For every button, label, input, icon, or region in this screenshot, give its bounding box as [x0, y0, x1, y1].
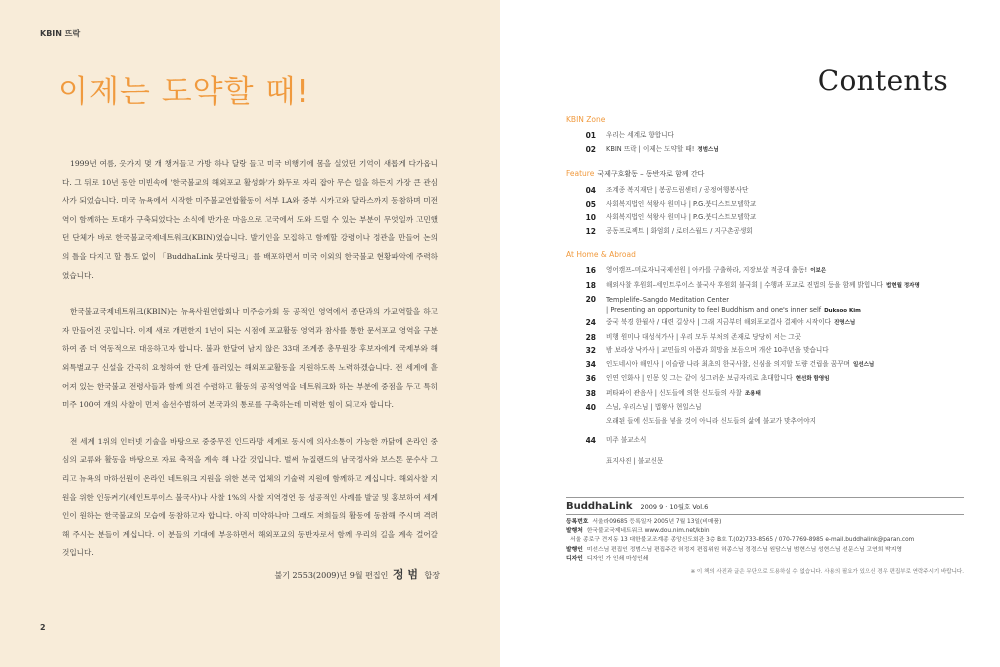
toc-section-feature	[566, 169, 960, 238]
paragraph: 한국불교국제네트워크(KBIN)는 뉴욕사원연합회나 미주승가회 등 공적인 영역에서 종단과의 가교역할을 하고자 만들어진 곳입니다. 이제 새로 개편한지 1년이 되는 시점에 포교활동 영역과 참사를 통한 문서포교 영역을 구분하여 좀 더 역동적으로 대응하고자 합니다. 불과 한달여 남지 않은 33대 조계종 총무원장 후보자에게 국제부와 해외특별교구 신설을 간곡히 요청하여 한 단계 플러있는 해외포교활동을 지원하도록 노력하겠습니다. 전 세계에 흩어져 있는 한국불교 전령사들과 함께 의견 수렴하고 활동의 공적영역을 네트워크화 하는 부분에 중점을 두고 특히 미주 100여 개의 사찰이 먼저 솔선수범하여 본국과의 통로를 구축하는데 미력한 힘이 되고자 합니다.	[62, 307, 438, 410]
toc-page-number: 32	[585, 346, 596, 355]
signature	[270, 566, 440, 582]
toc-entry[interactable]	[566, 434, 960, 448]
toc-author: 정범스님	[697, 146, 719, 153]
toc-entry-title	[606, 387, 960, 402]
colophon-value: 서울 종로구 견지동 13 대한불교조계종 종앙신도회관 3층 B호 T.(02)733-8565 / 070-7769-8985 e-mail.buddhalink@paran.com	[570, 537, 915, 544]
toc-entry-title	[606, 143, 960, 158]
colophon-header	[566, 497, 964, 515]
colophon-value: 디자인 가 인쇄 마성인쇄	[586, 555, 649, 562]
colophon-label: 디자인	[566, 555, 583, 562]
toc-entry[interactable]	[566, 264, 960, 279]
toc-page-number: 28	[585, 332, 596, 342]
toc-entry[interactable]	[566, 387, 960, 402]
colophon-label: 등록번호	[566, 519, 589, 525]
toc-entry-title: 비행 원미나 대성석가사 | 우리 모두 부처의 존재로 당당히 서는 그곳	[606, 332, 802, 341]
toc-entry[interactable]	[566, 372, 960, 387]
toc-heading	[566, 250, 960, 259]
toc-entry-title: 공동프로젝트 | 화엄회 / 로터스월드 / 지구촌공생회	[606, 226, 753, 235]
toc-page-number: 34	[585, 359, 596, 369]
toc-entry-title: 사회복지법인 석왕사 원미나 | P.G.붓디스트모델학교	[606, 213, 757, 221]
toc-page-number: 16	[585, 266, 596, 275]
toc-heading-label: At Home & Abroad	[566, 250, 636, 259]
toc-entry-text: 해외사찰 후원회–세인트루이스 불국사 후원회 불국회 | 수행과 포교로 진법의 등을 함께 밝힙니다	[606, 280, 883, 289]
toc-author: 조용태	[744, 390, 761, 397]
toc-entry[interactable]	[566, 331, 960, 345]
page-title: 이제는 도약할 때!	[58, 74, 310, 110]
toc-entry-text: 영어캠프–미로자니국제선원 | 아카를 구출하라, 지장보살 적공대 출동!	[606, 266, 808, 274]
signature-suffix: 합장	[424, 571, 440, 580]
toc-page-number: 40	[585, 403, 596, 412]
toc-page-number: 05	[585, 199, 596, 209]
toc-page-number: 44	[585, 435, 596, 445]
toc-author: 현선화 함영임	[795, 376, 830, 382]
toc-section-kbin-zone	[566, 115, 960, 157]
toc-heading-subtitle: 국제구호활동 – 동반자로 함께 간다	[597, 170, 705, 178]
toc-author: 법현월 정자명	[886, 282, 920, 289]
toc-entry-title: 조계종 복지재단 | 봉공드림센터 / 공정여행봉사단	[606, 186, 749, 194]
toc-entry-text: 중국 북경 한월사 / 대련 길상사 | 그래 지금부터 해외포교결사 결제야 시작이다	[606, 318, 831, 326]
toc-entry[interactable]	[566, 358, 960, 373]
signature-date: 불기 2553(2009)년 9월	[274, 571, 363, 580]
toc-entry-title	[606, 279, 960, 294]
toc-entry-text: | Presenting an opportunity to feel Buddhism and one's inner self	[606, 306, 822, 314]
toc-entry[interactable]	[566, 293, 960, 316]
colophon-brand: BuddhaLink	[566, 500, 633, 512]
toc-entry-title	[606, 316, 960, 331]
toc-page-number: 01	[585, 131, 596, 140]
toc-heading-label: Feature	[566, 169, 595, 178]
toc-page-number: 36	[585, 374, 596, 383]
colophon-label: 발행처	[566, 528, 583, 535]
cover-credit-text: 표지사진 | 불교신문	[606, 457, 664, 465]
toc-entry[interactable]	[566, 344, 960, 358]
page-number: 2	[40, 623, 46, 632]
toc-heading-label: KBIN Zone	[566, 115, 606, 124]
colophon-row	[566, 536, 964, 545]
toc-entry-title	[606, 358, 960, 373]
colophon-row	[566, 555, 964, 564]
toc-entry-line	[606, 305, 960, 316]
toc-entry-title: 미주 불교소식	[606, 435, 647, 444]
toc-entry-text: 인도네시아 해인사 | 이슬람 나라 최초의 한국사찰, 신심을 의지할 도량 건립을 꿈꾸며	[606, 359, 850, 368]
toc-entry[interactable]	[566, 401, 960, 415]
toc-entry-title	[606, 264, 960, 279]
colophon-row	[566, 546, 964, 555]
toc-page-number: 38	[585, 388, 596, 398]
colophon-value: 한국불교국제네트워크 www.dou.nim.net/kbin	[586, 528, 710, 535]
toc-entry-note: 오래된 들에 신도들을 넣을 것이 아니라 신도들의 삶에 불교가 맞추어야지	[606, 416, 816, 425]
toc-page-number: 12	[585, 226, 596, 236]
colophon-row	[566, 527, 964, 536]
toc-entry[interactable]	[566, 184, 960, 198]
contents-title: Contents	[817, 64, 948, 97]
toc-entry[interactable]	[566, 143, 960, 158]
table-of-contents	[566, 115, 960, 481]
colophon	[566, 518, 964, 577]
toc-author: 진영스님	[833, 320, 856, 326]
toc-entry-line: Templelife–Sangdo Meditation Center	[606, 296, 730, 304]
toc-section-at-home-abroad	[566, 250, 960, 469]
toc-page-number: 20	[585, 295, 596, 304]
toc-page-number: 02	[585, 144, 596, 154]
toc-entry-title: 우리는 세계로 향합니다	[606, 131, 674, 139]
toc-author: 이보은	[810, 268, 827, 274]
toc-page-number: 10	[585, 213, 596, 222]
toc-entry-text: KBIN 뜨락 | 이제는 도약할 때!	[606, 144, 695, 153]
colophon-row	[566, 518, 964, 527]
toc-entry[interactable]	[566, 211, 960, 225]
section-tag: KBIN 뜨락	[40, 29, 81, 38]
cover-photo-credit	[566, 455, 960, 469]
copyright-note: ※ 이 책의 사진과 글은 무단으로 도용하실 수 없습니다. 사용의 필요가 있으신 경우 편집부로 연락주시기 바랍니다.	[690, 569, 964, 576]
toc-entry-title	[606, 293, 960, 316]
colophon-value: 서울라09685 등록일자 2005년 7월 13일(비매품)	[592, 519, 722, 525]
toc-heading	[566, 115, 960, 124]
colophon-label: 발행인	[566, 546, 583, 553]
toc-page-number: 24	[585, 318, 596, 327]
toc-entry[interactable]	[566, 198, 960, 212]
toc-author: Duksoo Kim	[824, 308, 861, 314]
colophon-value: 미선스님 편집인 정범스님 편집주간 허정지 편집위원 허종스님 정경스님 원담스님 범현스님 성현스님 선문스님 고연희 박지영	[586, 546, 902, 553]
toc-page-number: 04	[585, 186, 596, 195]
toc-entry-text: 퍼타파이 관음사 | 신도들에 의한 신도들의 사찰	[606, 388, 742, 397]
toc-entry-title: 밤 보라상 낙카사 | 교민들의 아픔과 희망을 보듬으며 개산 10주년을 맞습니다	[606, 346, 829, 354]
toc-author: 일선스님	[852, 361, 875, 368]
toc-entry[interactable]	[566, 225, 960, 239]
toc-entry[interactable]	[566, 279, 960, 294]
paragraph: 전 세계 1위의 인터넷 기술을 바탕으로 중중무진 인드라망 세계로 동시에 의사소통이 가능한 까닭에 온라인 중심의 교류와 활동을 바탕으로 자료 축적을 계속 해 나갈 것입니다. 벌써 뉴질랜드의 남국정사와 보스톤 문수사 그리고 뉴욕의 마하선원이 온라인 네트워크 지원을 위한 본국 업체의 기술력 지원에 함께하고 계십니다. 해외사찰 지원을 위한 인등켜기(세인트루이스 불국사)나 사찰 1%의 사찰 지역경연 등 성공적인 사례를 발굴 및 홍보하여 세계인이 원하는 한국불교의 모습에 동참하고자 합니다. 아직 미약하나마 그래도 저희들의 활동에 동참해 주시며 격려해 주시는 분들이 계십니다. 이 분들의 기대에 부응하면서 해외포교의 동반자로서 함께 우리의 길을 계속 걸어갈 것입니다.	[62, 436, 438, 558]
toc-entry-title	[606, 372, 960, 387]
paragraph: 1999년 여름, 옷가지 몇 개 챙겨들고 가방 하나 달랑 들고 미국 비행기에 몸을 실었던 기억이 새롭게 다가옵니다. 그 뒤로 10년 동안 미빈속에 '한국불교의 해외포교 활성화'가 화두로 자리 잡아 무슨 일을 하든지 가장 큰 관심사가 되었습니다. 미국 뉴욕에서 시작한 미주불교연합활동이 서부 LA와 중부 시카고와 달라스까지 동참하며 미전역이 함께하는 토대가 구축되었다는 소식에 반가운 마음으로 고국에서 도와 드릴 수 있는 부분이 무엇일까 고민했던 단체가 바로 한국불교국제네트워크(KBIN)였습니다. 발기인을 모집하고 함께할 강령이나 정관을 만들어 논의의 틀을 다지고 할 틈도 없이 「BuddhaLink 붓다링크」를 배포하면서 미국 이외의 한국불교 현황파악에 주력하였습니다.	[62, 159, 438, 280]
signature-name: 정 범	[392, 568, 418, 581]
toc-entry-title: 스님, 우리스님 | 법왕사 현일스님	[606, 403, 702, 411]
toc-entry-title: 사회복지법인 석왕사 원미나 | P.G.붓디스트모델학교	[606, 199, 757, 208]
toc-page-number: 18	[585, 280, 596, 290]
toc-heading	[566, 169, 960, 179]
editorial-body	[62, 155, 438, 581]
toc-entry[interactable]	[566, 129, 960, 143]
toc-entry-text: 인연 인화사 | 인몽 잊 그는 같이 싱그러운 보금자리로 초대합니다	[606, 374, 793, 382]
signature-role: 편집인	[365, 571, 389, 580]
colophon-issue: 2009 9 · 10월호 Vol.6	[640, 502, 709, 511]
toc-entry[interactable]	[566, 316, 960, 331]
right-page	[500, 0, 1000, 667]
